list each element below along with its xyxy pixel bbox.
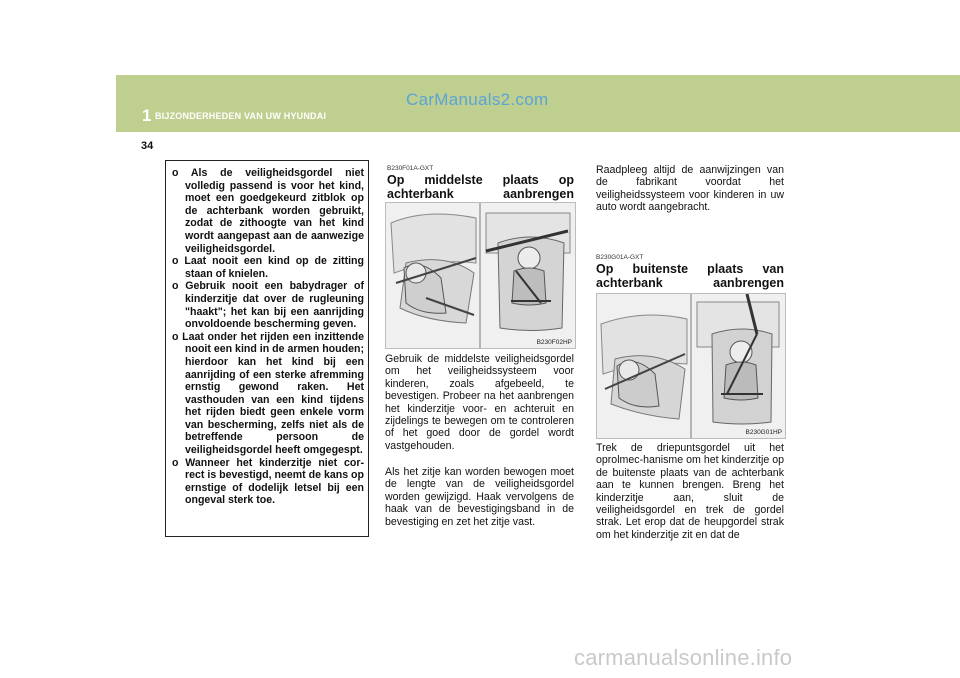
left-margin — [0, 75, 116, 678]
body-paragraph: Als het zitje kan worden bewogen moet de lengte van de veiligheidsgordel worden gewijzigd. Haak vervolgens de haak van de bevestigingsband in de bevestiging en zet het zitje vast. — [385, 466, 574, 528]
section-code: B230F01A-GXT — [387, 165, 434, 172]
warning-box — [165, 160, 369, 537]
child-seat-middle-illustration — [386, 203, 575, 348]
child-seat-outer-illustration — [597, 294, 785, 438]
image-code: B230F02HP — [536, 339, 572, 346]
intro-paragraph: Raadpleeg altijd de aanwijzingen van de fabrikant voordat het veiligheidssysteem voor kinderen in uw auto wordt aangebracht. — [596, 164, 784, 214]
watermark-bottom[interactable]: carmanualsonline.info — [574, 645, 793, 670]
illustration-outer-seat — [596, 293, 786, 439]
warning-item: o Gebruik nooit een babydrager of kinderzitje dat over de rugleuning "haakt"; het kan bij een aanrijding onvoldoende bescherming geven. — [172, 280, 364, 331]
section-title: Op middelste plaats op achterbank aanbrengen — [387, 173, 574, 201]
body-paragraph: Gebruik de middelste veiligheidsgordel om het veiligheidssysteem voor kinderen, zoals afgebeeld, te bevestigen. Probeer na het aanbrengen het kinderzitje voor- en achteruit en zijdelings te bewegen om te controleren of het goed door de gordel wordt vastgehouden. — [385, 353, 574, 452]
chapter-number: 1 — [142, 106, 152, 125]
illustration-middle-seat — [385, 202, 576, 349]
page-number: 34 — [141, 140, 154, 152]
warning-item: o Als de veiligheidsgordel niet volledig passend is voor het kind, moet een goedgekeurd zitblok op de achterbank worden gebruikt, zodat de zithoogte van het kind wordt aangepast aan de aanwezige veiligheidsgordel. — [172, 167, 364, 255]
image-code: B230G01HP — [745, 429, 782, 436]
section-title: Op buitenste plaats van achterbank aanbrengen — [596, 262, 784, 290]
warning-item: o Laat onder het rijden een inzittende nooit een kind in de armen houden; hierdoor kan het kind bij een aanrijding of een sterke afremming ernstig gewond raken. Het vasthouden van een kind tijdens het rijden biedt geen enkele vorm van bescherming, zelfs niet als de betreffende persoon de veiligheidsgordel heeft omgegespt. — [172, 330, 364, 457]
warning-item: o Laat nooit een kind op de zitting staan of knielen. — [172, 255, 364, 280]
watermark-top[interactable]: CarManuals2.com — [406, 90, 549, 109]
section-code: B230G01A-GXT — [596, 254, 644, 261]
body-paragraph: Trek de driepuntsgordel uit het oprolmec-hanisme om het kinderzitje op de buitenste plaats van de achterbank aan te kunnen brengen. Breng het kinderzitje aan, sluit de veiligheidsgordel en trek de gordel strak. Let erop dat de heupgordel strak om het kinderzitje zit en dat de — [596, 442, 784, 541]
chapter-title: BIJZONDERHEDEN VAN UW HYUNDAI — [155, 111, 327, 121]
warning-item: o Wanneer het kinderzitje niet cor-rect is bevestigd, neemt de kans op ernstige of dodelijk letsel bij een ongeval sterk toe. — [172, 456, 364, 507]
